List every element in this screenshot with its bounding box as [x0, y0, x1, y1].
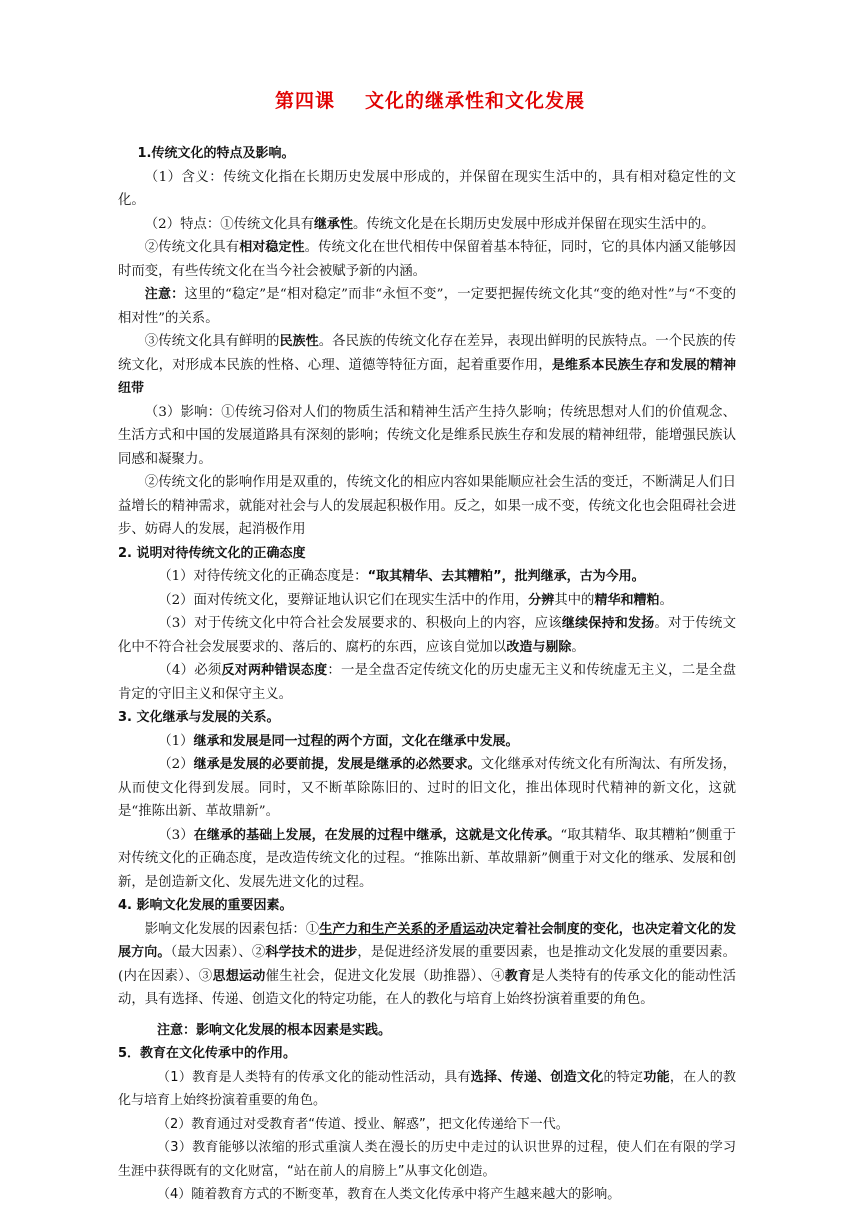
page-title	[0, 86, 860, 113]
note-paragraph: 注意：这里的“稳定”是“相对稳定”而非“永恒不变”，一定要把握传统文化其“变的绝对性”与“不变的相对性”的关系。	[118, 287, 736, 326]
paragraph: （2）面对传统文化，要辩证地认识它们在现实生活中的作用，分辨其中的精华和糟粕。	[158, 592, 673, 608]
paragraph: （4）必须反对两种错误态度：一是全盘否定传统文化的历史虚无主义和传统虚无主义，二是全盘肯定的守旧主义和保守主义。	[118, 663, 736, 702]
paragraph: （2）继承是发展的必要前提，发展是继承的必然要求。文化继承对传统文化有所淘汰、有所发扬，从而使文化得到发展。同时，又不断革除陈旧的、过时的旧文化，推出体现时代精神的新文化，这就是“推陈出新、革故鼎新”。	[118, 757, 736, 819]
paragraph: 影响文化发展的因素包括：①生产力和生产关系的矛盾运动决定着社会制度的变化，也决定着文化的发展方向。（最大因素）、②科学技术的进步，是促进经济发展的重要因素，也是推动文化发展的重要因素。(内在因素）、③思想运动催生社会，促进文化发展（助推器）、④教育是人类特有的传承文化的能动性活动，具有选择、传递、创造文化的特定功能，在人的教化与培育上始终扮演着重要的角色。	[118, 921, 736, 1007]
document-body	[118, 142, 736, 1207]
paragraph: （1）继承和发展是同一过程的两个方面，文化在继承中发展。	[158, 733, 519, 749]
section-5-heading: 5．教育在文化传承中的作用。	[118, 1046, 297, 1061]
lesson-number: 第四课	[274, 90, 335, 112]
section-3-heading: 3. 文化继承与发展的关系。	[118, 710, 280, 725]
paragraph: （1）对待传统文化的正确态度是：“取其精华、去其糟粕”，批判继承，古为今用。	[158, 569, 645, 584]
paragraph: （1）含义：传统文化指在长期历史发展中形成的，并保留在现实生活中的，具有相对稳定性的文化。	[118, 169, 736, 208]
paragraph: （3）在继承的基础上发展，在发展的过程中继承，这就是文化传承。“取其精华、取其糟粕”侧重于对传统文化的正确态度，是改造传统文化的过程。“推陈出新、革故鼎新”侧重于对文化的继承、发展和创新，是创造新文化、发展先进文化的过程。	[118, 827, 736, 890]
paragraph: （2）特点：①传统文化具有继承性。传统文化是在长期历史发展中形成并保留在现实生活中的。	[144, 216, 715, 232]
lesson-title: 文化的继承性和文化发展	[365, 90, 586, 112]
note-paragraph: 注意：影响文化发展的根本因素是实践。	[157, 1022, 392, 1038]
paragraph: ③传统文化具有鲜明的民族性。各民族的传统文化存在差异，表现出鲜明的民族特点。一个民族的传统文化，对形成本民族的性格、心理、道德等特征方面，起着重要作用，是维系本民族生存和发展的精神纽带	[118, 334, 737, 396]
paragraph: （3）对于传统文化中符合社会发展要求的、积极向上的内容，应该继续保持和发扬。对于传统文化中不符合社会发展要求的、落后的、腐朽的东西，应该自觉加以改造与剔除。	[118, 616, 736, 655]
section-5	[118, 1042, 736, 1207]
section-2-heading: 2. 说明对待传统文化的正确态度	[118, 545, 306, 561]
section-1-heading: 1.传统文化的特点及影响。	[137, 146, 295, 161]
paragraph: ②传统文化具有相对稳定性。传统文化在世代相传中保留着基本特征，同时，它的具体内涵又能够因时而变，有些传统文化在当今社会被赋予新的内涵。	[118, 240, 737, 279]
paragraph: （1）教育是人类特有的传承文化的能动性活动，具有选择、传递、创造文化的特定功能，在人的教化与培育上始终扮演着重要的角色。	[118, 1069, 736, 1108]
section-4-heading: 4. 影响文化发展的重要因素。	[118, 898, 293, 913]
paragraph: （3）影响：①传统习俗对人们的物质生活和精神生活产生持久影响；传统思想对人们的价值观念、生活方式和中国的发展道路具有深刻的影响；传统文化是维系民族生存和发展的精神纽带，能增强民族认同感和凝聚力。	[118, 404, 736, 467]
paragraph: ②传统文化的影响作用是双重的，传统文化的相应内容如果能顺应社会生活的变迁，不断满足人们日益增长的精神需求，就能对社会与人的发展起积极作用。反之，如果一成不变，传统文化也会阻碍社会进步、妨碍人的发展，起消极作用	[118, 475, 736, 537]
paragraph: （2）教育通过对受教育者“传道、授业、解惑”，把文化传递给下一代。	[157, 1116, 569, 1132]
paragraph: （4）随着教育方式的不断变革，教育在人类文化传承中将产生越来越大的影响。	[157, 1187, 621, 1202]
paragraph: （3）教育能够以浓缩的形式重演人类在漫长的历史中走过的认识世界的过程，使人们在有限的学习生涯中获得既有的文化财富，“站在前人的肩膀上”从事文化创造。	[118, 1140, 736, 1179]
